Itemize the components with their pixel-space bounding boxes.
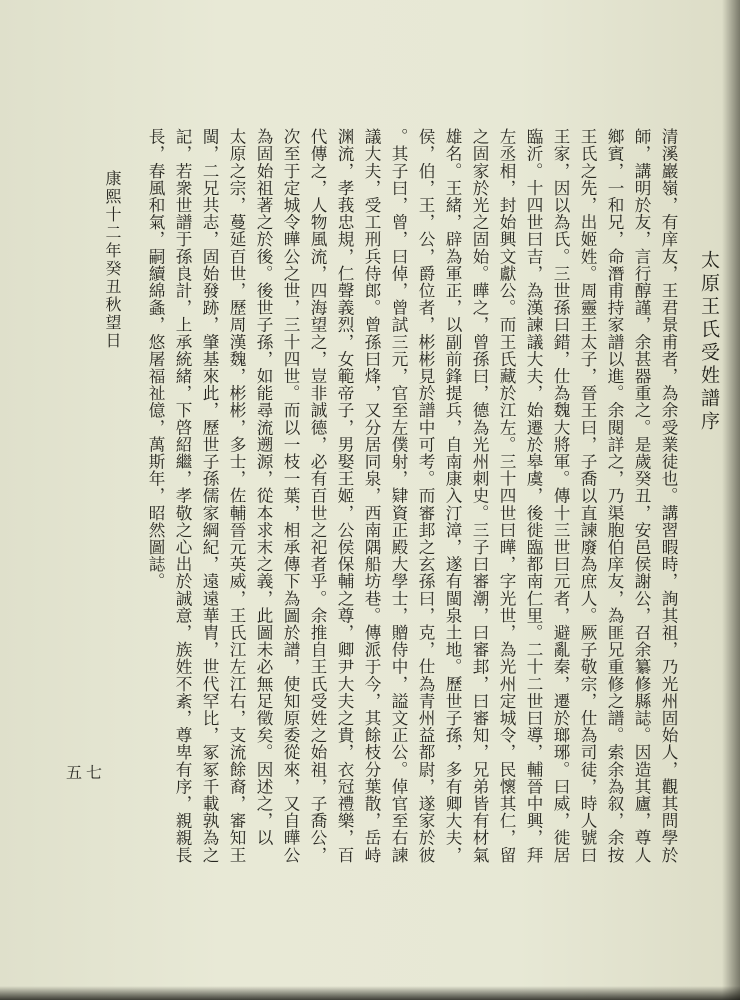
page-number: 五七 (66, 763, 107, 782)
text-column-17: 太原之宗，蔓延百世，歷周漢魏，彬彬，多士，佐輔晉元英威，王氏江左江右，支流餘裔，審知王 (227, 128, 246, 864)
text-column-19: 記，若衆世譜于孫良計，上承統緒，下啓紹繼，孝敬之心出於誠意，族姓不紊，尊卑有序，親親長 (173, 128, 192, 864)
text-column-1: 清溪巖嶺，有庠友，王君景甫者，為余受業徒也。講習暇時，詢其祖，乃光州固始人，觀其問學於 (659, 128, 678, 864)
date-line: 康熙十二年癸丑秋望日 (103, 170, 122, 350)
text-column-14: 代傳之，人物風流，四海望之，豈非誠德，必有百世之祀者乎。余推自王氏受姓之始祖，子喬公， (308, 128, 327, 864)
text-column-3: 鄉賓，一和兄，命潛甫持家譜以進。余閱詳之，乃渠胞伯庠友，為匪兄重修之譜。索余為叙，余按 (605, 128, 624, 864)
text-column-6: 臨沂。十四世曰吉，為漢諫議大夫，始遷於皋虞，後徙臨都南仁里。二十二世曰導，輔晉中興，拜 (524, 128, 543, 864)
text-column-2: 師，講明於友，言行醇謹，余甚器重之。是歲癸丑，安邑侯謝公，召余纂修縣誌。因造其廬，尊人 (632, 128, 651, 864)
text-column-4: 王氏之先，出姬姓。周靈王太子，晉王曰，子喬以直諫廢為庶人。厥子敬宗，仕為司徒，時人號曰 (578, 128, 597, 864)
page-bottom-edge (0, 986, 740, 1000)
text-column-20: 長，春風和氣，嗣續綿螽，悠屠福祉億，萬斯年，昭然圖誌。 (146, 128, 165, 590)
page-edge-shadow (722, 0, 740, 1000)
text-column-13: 渊流，孝莪忠規，仁聲義烈，女範帝子，男娶王姬，公侯保輔之尊，卿尹大夫之貴，衣冠禮樂，百 (335, 128, 354, 864)
text-column-11: 。其子曰，曾，曰倬，曾試三元，官至左僕射，肄資正殿大學士，贈侍中，謚文正公。倬官至右諫 (389, 128, 408, 864)
text-column-5: 王家，因以為氏。三世孫曰錯，仕為魏大將軍。傳十三世曰元者，避亂秦，遷於瑯琊。曰威，徙居 (551, 128, 570, 864)
text-column-15: 次至于定城令曄公之世，三十四世。而以一枝一葉，相承傳下為圖於譜，使知原委從來，又自曄公 (281, 128, 300, 864)
text-column-10: 侯，伯，王，公，爵位者，彬彬見於譜中可考。而審邽之玄孫曰，克，仕為青州益都尉，遂家於彼 (416, 128, 435, 864)
text-column-16: 為固始祖著之於後。後世子孫，如能尋流遡源，從本求末之義，此圖未必無足徵矣。因述之，以 (254, 128, 273, 847)
text-column-8: 之固家於光之固始。曄之，曾孫曰，德為光州刺史。三子曰審潮，曰審邽，曰審知，兄弟皆有材氣 (470, 128, 489, 864)
text-column-9: 雄名。王緒，辟為軍正，以副前鋒提兵，自南康入汀漳，遂有閩泉土地。歷世子孫，多有卿大夫， (443, 128, 462, 864)
document-title: 太原王氏受姓譜序 (698, 250, 720, 434)
text-column-7: 左丞相，封始興文獻公。而王氏藏於江左。三十四世曰曄，字光世，為光州定城令，民懷其仁，留 (497, 128, 516, 864)
text-column-12: 議大夫，受工刑兵侍郎。曾孫曰烽，又分居同泉，西南隅船坊巷。傳派于今，其餘枝分葉散，岳峙 (362, 128, 381, 864)
text-column-18: 閩，二兄共志，固始發跡，肇基來此，歷世子孫儒家綱紀，遠遠華胄，世代罕比，冢冢千載孰為之 (200, 128, 219, 864)
